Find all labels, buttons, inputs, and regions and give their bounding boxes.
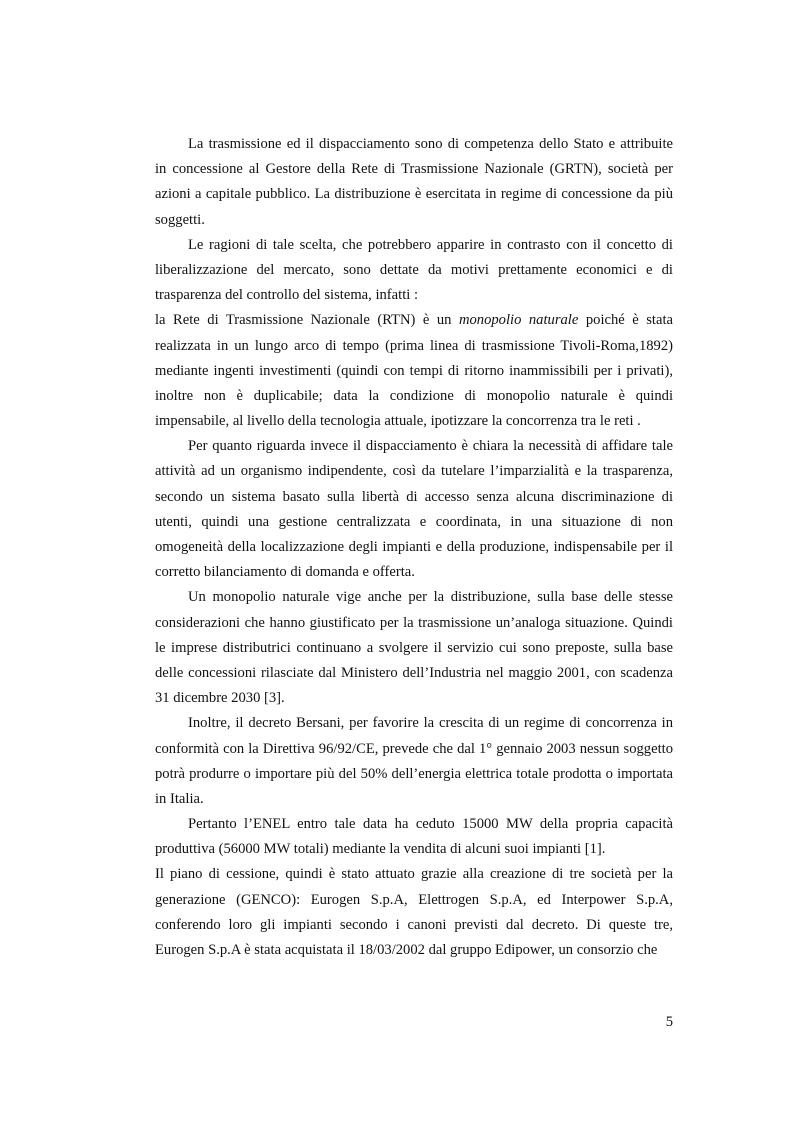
text-line: produttiva (56000 MW totali) mediante la vendita di alcuni suoi impianti [1]. [155, 841, 606, 858]
text-line: conformità con la Direttiva 96/92/CE, prevede che dal 1° gennaio 2003 nessun soggetto [155, 740, 673, 757]
text-line: liberalizzazione del mercato, sono dettate da motivi prettamente economici e di [155, 261, 673, 278]
emphasized-term: monopolio naturale [458, 312, 579, 329]
text-line: corretto bilanciamento di domanda e offerta. [155, 564, 415, 581]
text-line: potrà produrre o importare più del 50% dell’energia elettrica totale prodotta o importata [155, 765, 673, 782]
text-line: Un monopolio naturale vige anche per la distribuzione, sulla base delle stesse [188, 589, 673, 606]
text-line: inoltre non è duplicabile; data la condizione di monopolio naturale è quindi [155, 387, 673, 404]
text-line: Pertanto l’ENEL entro tale data ha ceduto 15000 MW della propria capacità [188, 816, 673, 833]
text-line: in concessione al Gestore della Rete di Trasmissione Nazionale (GRTN), società per [155, 161, 673, 178]
text-line: delle concessioni rilasciate dal Ministero dell’Industria nel maggio 2001, con scadenza [155, 664, 673, 681]
text-line: considerazioni che hanno giustificato per la trasmissione un’analoga situazione. Quindi [155, 614, 673, 631]
text-line: Per quanto riguarda invece il dispacciamento è chiara la necessità di affidare tale [188, 438, 673, 455]
text-line: generazione (GENCO): Eurogen S.p.A, Elettrogen S.p.A, ed Interpower S.p.A, [155, 891, 673, 908]
text-line: attività ad un organismo indipendente, così da tutelare l’imparzialità e la trasparenza, [155, 463, 673, 480]
text-line: La trasmissione ed il dispacciamento sono di competenza dello Stato e attribuite [188, 136, 673, 152]
text-line: Eurogen S.p.A è stata acquistata il 18/03/2002 dal gruppo Edipower, un consorzio che [155, 942, 658, 958]
text-line: azioni a capitale pubblico. La distribuzione è esercitata in regime di concessione da più [155, 186, 673, 203]
text-line: Inoltre, il decreto Bersani, per favorire la crescita di un regime di concorrenza in [188, 715, 673, 732]
text-line: in Italia. [155, 790, 204, 807]
text-line: realizzata in un lungo arco di tempo (prima linea di trasmissione Tivoli-Roma,1892) [155, 337, 673, 354]
text-line: omogeneità della localizzazione degli impianti e della produzione, indispensabile per il [155, 539, 673, 555]
text-segment: la Rete di Trasmissione Nazionale (RTN) è un [155, 312, 459, 329]
text-line: utenti, quindi una gestione centralizzata e coordinata, in una situazione di non [155, 513, 673, 530]
text-line: 31 dicembre 2030 [3]. [155, 690, 285, 707]
page-number: 5 [665, 1014, 673, 1030]
text-line: secondo un sistema basato sulla libertà di accesso senza alcuna discriminazione di [155, 488, 673, 505]
text-line: le imprese distributrici continuano a svolgere il servizio cui sono preposte, sulla base [155, 639, 673, 656]
text-line: Il piano di cessione, quindi è stato attuato grazie alla creazione di tre società per la [155, 866, 673, 883]
text-line: trasparenza del controllo del sistema, infatti : [155, 287, 419, 304]
text-line: soggetti. [155, 211, 205, 228]
text-segment: poiché è stata [578, 312, 673, 329]
text-line: impensabile, al livello della tecnologia attuale, ipotizzare la concorrenza tra le reti . [155, 413, 641, 430]
text-line-with-emphasis [155, 308, 673, 333]
document-body [155, 132, 673, 963]
text-line: conferendo loro gli impianti secondo i canoni previsti dal decreto. Di queste tre, [155, 916, 673, 933]
text-line: Le ragioni di tale scelta, che potrebbero apparire in contrasto con il concetto di [188, 236, 673, 253]
text-line: mediante ingenti investimenti (quindi con tempi di ritorno inammissibili per i privati), [155, 362, 673, 379]
